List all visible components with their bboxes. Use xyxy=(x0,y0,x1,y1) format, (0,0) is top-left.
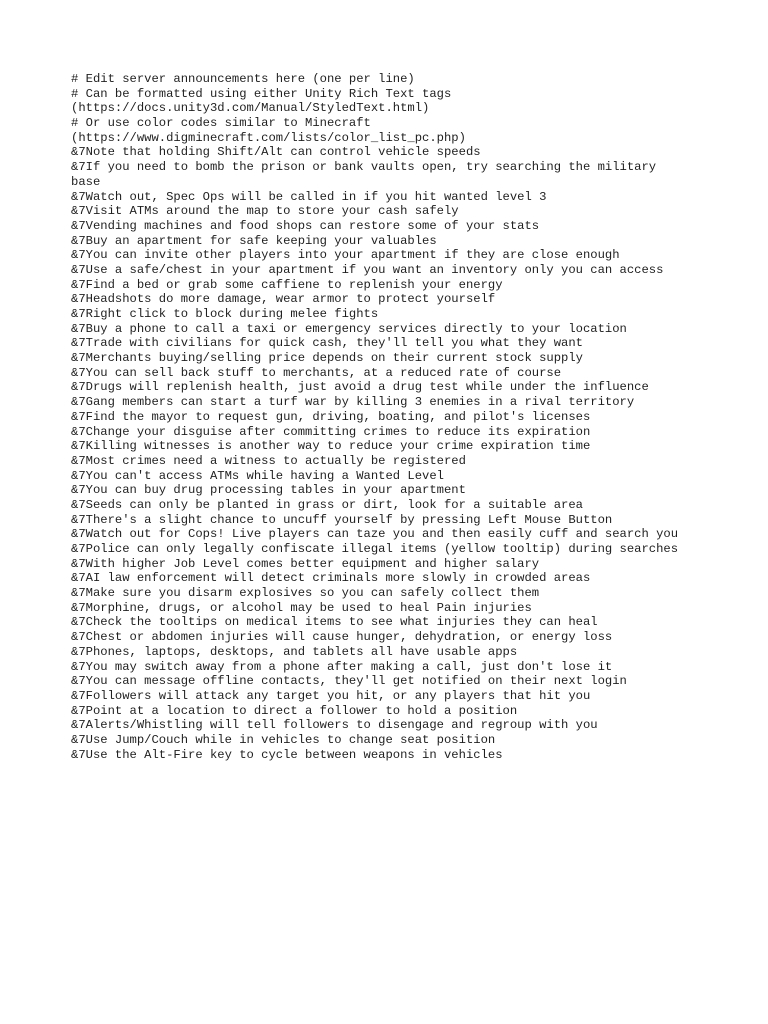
text-line: &7Most crimes need a witness to actually be registered xyxy=(71,453,466,468)
text-line: &7You can message offline contacts, they'll get notified on their next login xyxy=(71,674,627,689)
text-line: &7Use a safe/chest in your apartment if you want an inventory only you can access xyxy=(71,262,664,277)
text-line: &7Trade with civilians for quick cash, they'll tell you what they want xyxy=(71,336,583,351)
text-line: &7Visit ATMs around the map to store your cash safely xyxy=(71,204,459,219)
text-line: &7Find a bed or grab some caffiene to replenish your energy xyxy=(71,277,503,292)
text-line: &7Watch out for Cops! Live players can taze you and then easily cuff and search you xyxy=(71,527,679,542)
text-line: &7Buy an apartment for safe keeping your valuables xyxy=(71,233,437,248)
text-line: base xyxy=(71,174,101,189)
text-line: &7Watch out, Spec Ops will be called in if you hit wanted level 3 xyxy=(71,189,547,204)
text-line: &7Vending machines and food shops can restore some of your stats xyxy=(71,218,540,233)
text-line: &7Note that holding Shift/Alt can control vehicle speeds xyxy=(71,145,481,160)
text-line: &7You may switch away from a phone after making a call, just don't lose it xyxy=(71,659,613,674)
text-line: &7Use Jump/Couch while in vehicles to change seat position xyxy=(71,732,496,747)
text-line: &7Chest or abdomen injuries will cause hunger, dehydration, or energy loss xyxy=(71,630,613,645)
text-line: &7You can invite other players into your apartment if they are close enough xyxy=(71,248,620,263)
text-line: # Edit server announcements here (one per line) xyxy=(71,72,415,86)
text-line: &7Police can only legally confiscate illegal items (yellow tooltip) during searches xyxy=(71,542,679,556)
text-line: &7Check the tooltips on medical items to see what injuries they can heal xyxy=(71,615,598,630)
text-line: &7Seeds can only be planted in grass or dirt, look for a suitable area xyxy=(71,497,583,512)
text-line: &7With higher Job Level comes better equipment and higher salary xyxy=(71,556,540,571)
text-line: (https://docs.unity3d.com/Manual/StyledText.html) xyxy=(71,101,430,116)
text-line: &7Morphine, drugs, or alcohol may be used to heal Pain injuries xyxy=(71,600,532,615)
text-line: # Can be formatted using either Unity Rich Text tags xyxy=(71,86,452,101)
text-line: &7There's a slight chance to uncuff yourself by pressing Left Mouse Button xyxy=(71,512,613,527)
text-line: &7Alerts/Whistling will tell followers to disengage and regroup with you xyxy=(71,718,598,733)
text-line: &7Right click to block during melee fights xyxy=(71,307,379,321)
text-line: &7You can sell back stuff to merchants, at a reduced rate of course xyxy=(71,365,562,380)
text-line: &7AI law enforcement will detect criminals more slowly in crowded areas xyxy=(71,571,591,586)
text-line: &7Change your disguise after committing crimes to reduce its expiration xyxy=(71,424,591,439)
text-line: &7Drugs will replenish health, just avoid a drug test while under the influence xyxy=(71,380,649,395)
text-line: &7Use the Alt-Fire key to cycle between weapons in vehicles xyxy=(71,747,503,762)
text-line: &7Killing witnesses is another way to reduce your crime expiration time xyxy=(71,439,591,454)
text-line: &7If you need to bomb the prison or bank vaults open, try searching the military xyxy=(71,160,657,175)
announcements-text xyxy=(71,72,711,762)
text-line: &7Followers will attack any target you hit, or any players that hit you xyxy=(71,688,591,703)
text-line: (https://www.digminecraft.com/lists/color_list_pc.php) xyxy=(71,130,466,145)
text-line: &7Headshots do more damage, wear armor to protect yourself xyxy=(71,292,496,307)
text-line: &7Merchants buying/selling price depends on their current stock supply xyxy=(71,351,583,366)
text-line: &7Phones, laptops, desktops, and tablets all have usable apps xyxy=(71,644,518,659)
text-line: &7You can buy drug processing tables in your apartment xyxy=(71,483,466,498)
text-line: &7Buy a phone to call a taxi or emergency services directly to your location xyxy=(71,321,627,336)
text-line: &7Point at a location to direct a follower to hold a position xyxy=(71,703,518,718)
text-line: &7Find the mayor to request gun, driving, boating, and pilot's licenses xyxy=(71,409,591,424)
text-line: &7Gang members can start a turf war by killing 3 enemies in a rival territory xyxy=(71,395,635,410)
text-line: &7You can't access ATMs while having a Wanted Level xyxy=(71,468,444,483)
text-line: &7Make sure you disarm explosives so you can safely collect them xyxy=(71,586,540,601)
text-line: # Or use color codes similar to Minecraft xyxy=(71,116,371,131)
